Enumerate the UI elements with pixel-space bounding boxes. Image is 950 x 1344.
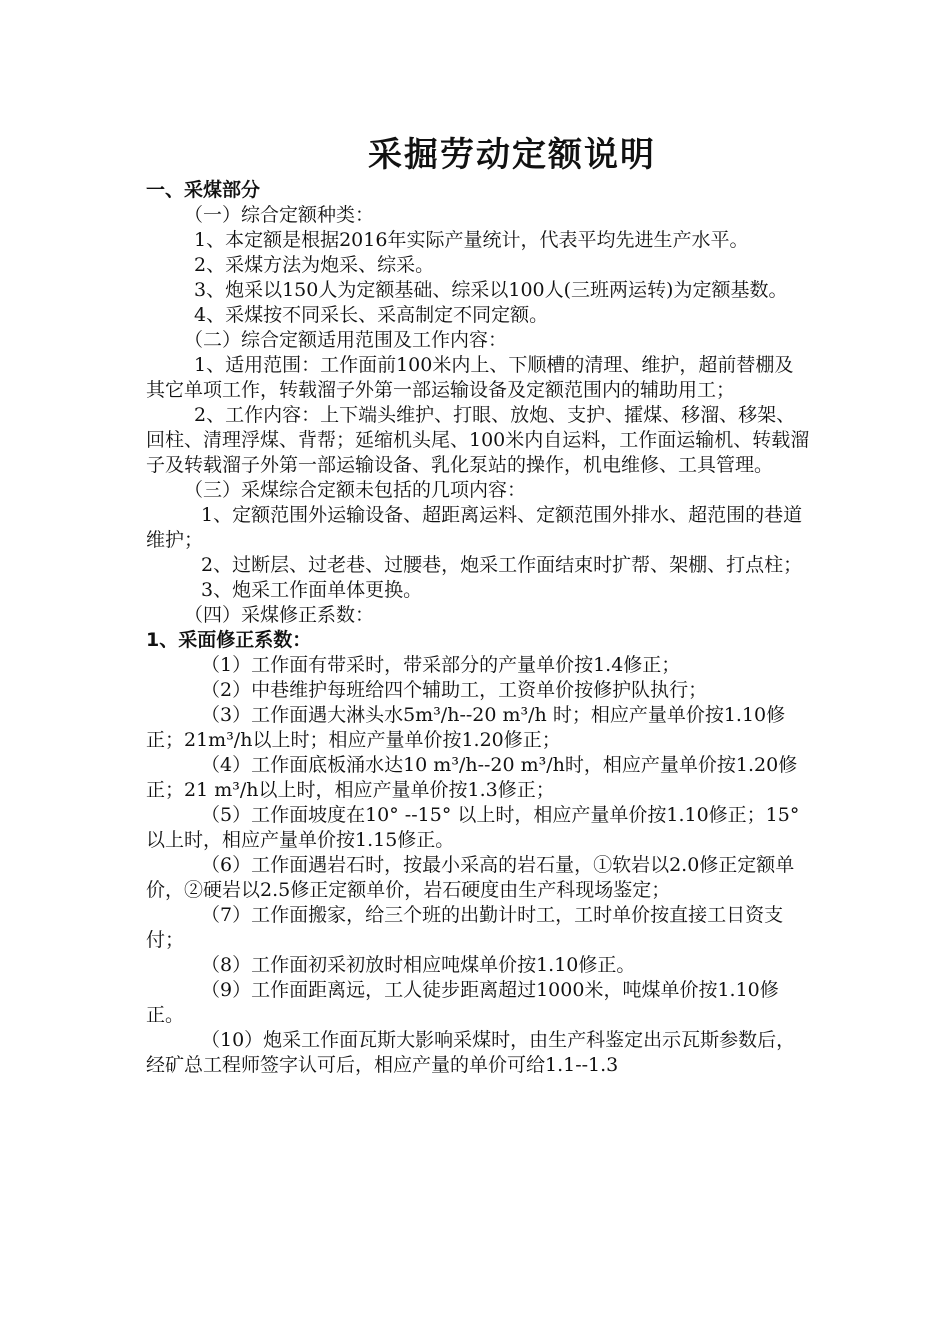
subsection-heading-quota-types: （一）综合定额种类： [184,204,375,226]
list-item: （10）炮采工作面瓦斯大影响采煤时，由生产科鉴定出示瓦斯参数后，经矿总工程师签字认可后，相应产量的单价可给1.1--1.3 [146,1029,796,1076]
paragraph: 2、过断层、过老巷、过腰巷，炮采工作面结束时扩帮、架棚、打点柱； [201,554,803,576]
list-item: （4）工作面底板涌水达10 m³/h--20 m³/h时，相应产量单价按1.20修正；21 m³/h以上时，相应产量单价按1.3修正； [146,754,798,801]
paragraph: 2、采煤方法为炮采、综采。 [194,254,435,276]
paragraph: 1、本定额是根据2016年实际产量统计，代表平均先进生产水平。 [194,229,749,251]
paragraph: 3、炮采以150人为定额基础、综采以100人(三班两运转)为定额基数。 [194,279,788,301]
document-title: 采掘劳动定额说明 [368,135,656,175]
paragraph: 3、炮采工作面单体更换。 [201,579,423,601]
document-body [146,178,811,1078]
section-heading-coal-mining: 一、采煤部分 [146,179,261,201]
subsection-heading-scope: （二）综合定额适用范围及工作内容： [184,329,508,351]
subsection-heading-excluded: （三）采煤综合定额未包括的几项内容： [184,479,527,501]
paragraph: 2、工作内容：上下端头维护、打眼、放炮、支护、攉煤、移溜、移架、回柱、清理浮煤、背帮；延缩机头尾、100米内自运料，工作面运输机、转载溜子及转载溜子外第一部运输设备、乳化泵站的操作，机电维修、工具管理。 [146,404,810,476]
subsection-heading-correction: （四）采煤修正系数： [184,604,375,626]
paragraph: 4、采煤按不同采长、采高制定不同定额。 [194,304,549,326]
list-item: （8）工作面初采初放时相应吨煤单价按1.10修正。 [201,954,636,976]
list-item: （9）工作面距离远，工人徒步距离超过1000米，吨煤单价按1.10修正。 [146,979,779,1026]
list-item: （2）中巷维护每班给四个辅助工，工资单价按修护队执行； [201,679,708,701]
paragraph: 1、适用范围：工作面前100米内上、下顺槽的清理、维护，超前替棚及其它单项工作，转载溜子外第一部运输设备及定额范围内的辅助用工； [146,354,794,401]
paragraph: 1、定额范围外运输设备、超距离运料、定额范围外排水、超范围的巷道维护； [146,504,803,551]
list-item: （5）工作面坡度在10° --15° 以上时，相应产量单价按1.10修正；15° 以上时，相应产量单价按1.15修正。 [146,804,800,851]
section-heading-face-correction: 1、采面修正系数： [146,629,312,651]
list-item: （6）工作面遇岩石时，按最小采高的岩石量，①软岩以2.0修正定额单价，②硬岩以2.5修正定额单价，岩石硬度由生产科现场鉴定； [146,854,795,901]
list-item: （1）工作面有带采时，带采部分的产量单价按1.4修正； [201,654,681,676]
list-item: （3）工作面遇大淋头水5m³/h--20 m³/h 时；相应产量单价按1.10修正；21m³/h以上时；相应产量单价按1.20修正； [146,704,786,751]
list-item: （7）工作面搬家，给三个班的出勤计时工，工时单价按直接工日资支付； [146,904,784,951]
